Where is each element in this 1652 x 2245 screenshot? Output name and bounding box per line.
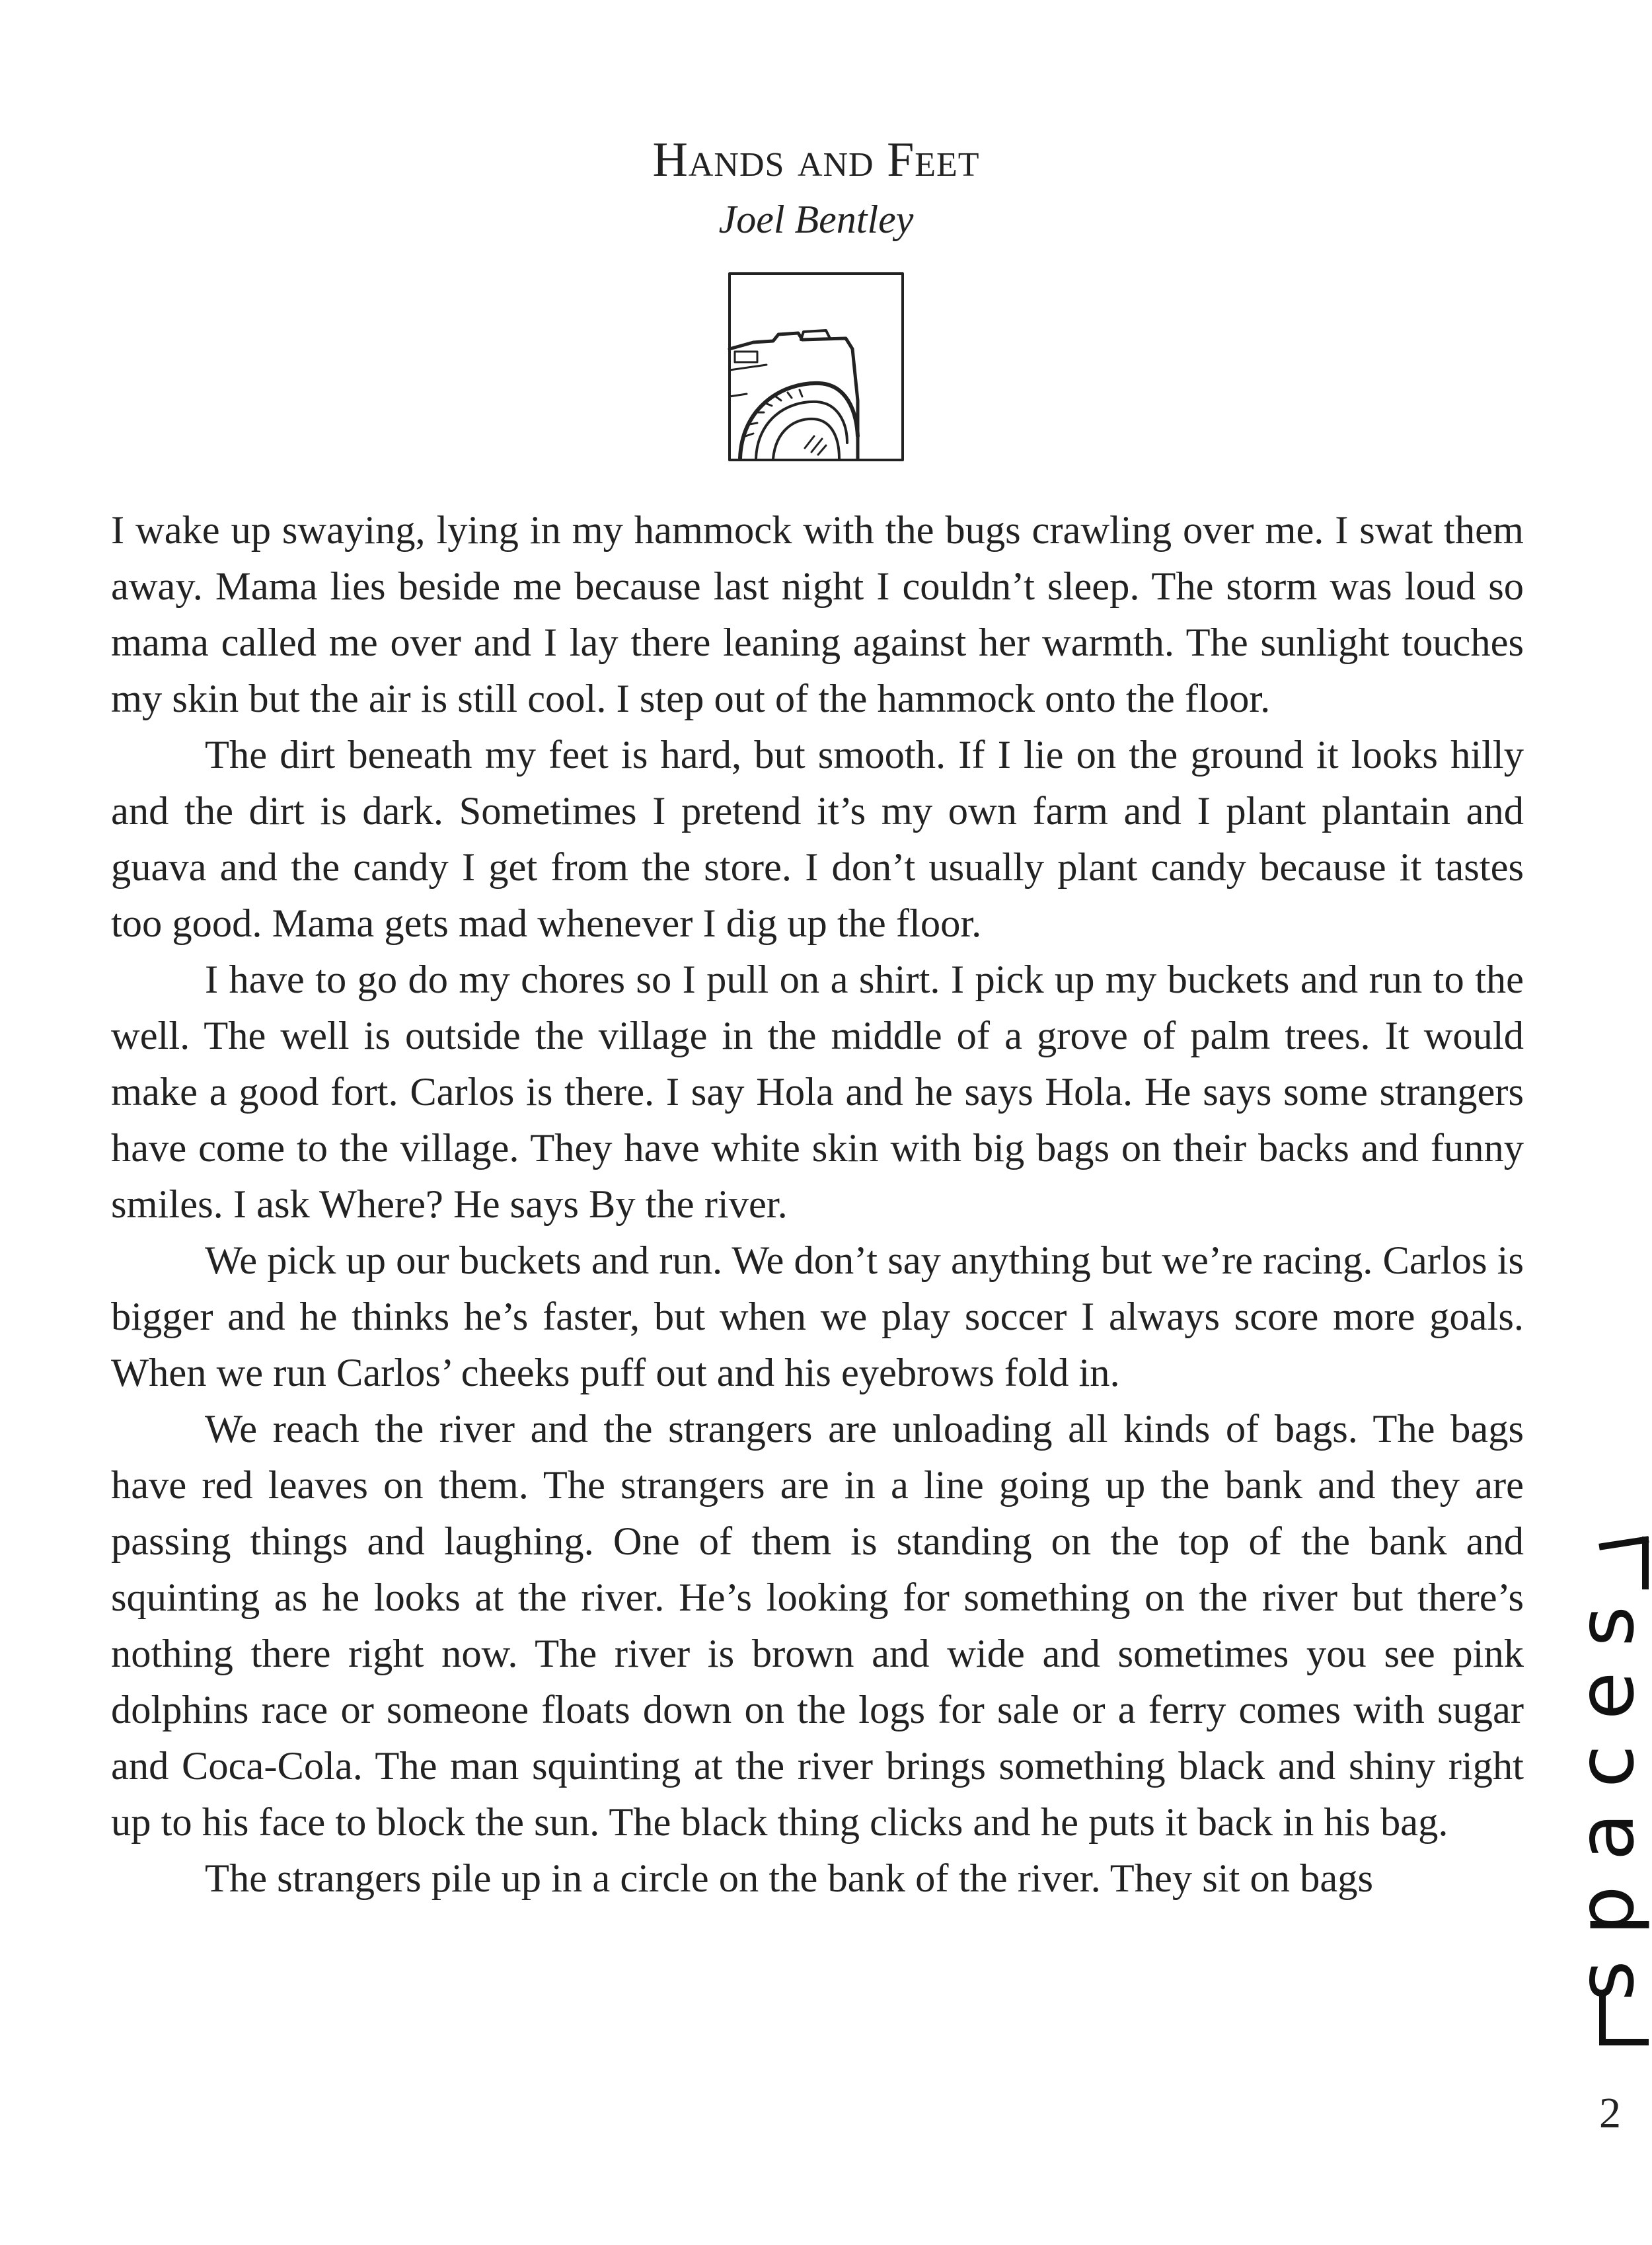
paragraph: The dirt beneath my feet is hard, but smooth. If I lie on the ground it looks hilly and the dirt is dark. Sometimes I pretend it’s my own farm and I plant plantain and guava and the candy I get from the store. I don’t usually plant candy because it tastes too good. Mama gets mad whenever I dig up the floor.: [111, 733, 1524, 946]
paragraph: We reach the river and the strangers are unloading all kinds of bags. The bags have red leaves on them. The strangers are in a line going up the bank and they are passing things and laughing. One of them is standing on the top of the bank and squinting as he looks at the river. He’s looking for something on the river but there’s nothing there right now. The river is brown and wide and sometimes you see pink dolphins race or someone floats down on the logs for sale or a ferry comes with sugar and Coca-Cola. The man squinting at the river brings something black and shiny right up to his face to block the sun. The black thing clicks and he puts it back in his bag.: [111, 1407, 1524, 1845]
story-title: Hands and Feet: [652, 133, 980, 187]
paragraph: I wake up swaying, lying in my hammock with the bugs crawling over me. I swat them away. Mama lies beside me because last night I couldn’t sleep. The storm was loud so mama called me over and I lay there leaning against her warmth. The sunlight touches my skin but the air is still cool. I step out of the hammock onto the floor.: [111, 508, 1524, 721]
section-tab: [1560, 1520, 1652, 2055]
story-body: [111, 502, 1524, 2115]
story-author: Joel Bentley: [718, 198, 914, 241]
page-number: 2: [1599, 2089, 1621, 2137]
section-label: spaces: [1560, 1581, 1651, 2001]
paragraph: I have to go do my chores so I pull on a shirt. I pick up my buckets and run to the well. The well is outside the village in the middle of a grove of palm trees. It would make a good fort. Carlos is there. I say Hola and he says Hola. He says some strangers have come to the village. They have white skin with big bags on their backs and funny smiles. I ask Where? He says By the river.: [111, 958, 1524, 1227]
camera-sketch-icon: [727, 271, 905, 463]
paragraph: The strangers pile up in a circle on the bank of the river. They sit on bags: [205, 1856, 1374, 1901]
paragraph: We pick up our buckets and run. We don’t say anything but we’re racing. Carlos is bigger and he thinks he’s faster, but when we play soccer I always score more goals. When we run Carlos’ cheeks puff out and his eyebrows fold in.: [111, 1238, 1524, 1395]
